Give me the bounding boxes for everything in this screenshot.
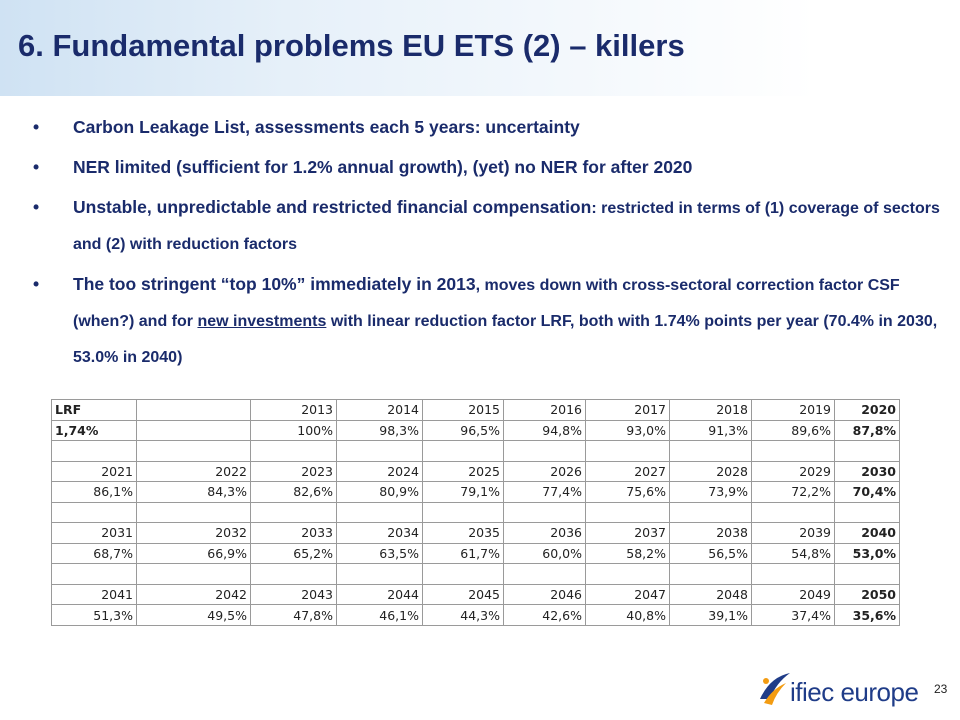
value-cell: 86,1%: [52, 482, 137, 503]
logo-emblem-icon: [758, 669, 792, 709]
year-cell: 2046: [504, 584, 586, 605]
value-cell: 39,1%: [670, 605, 752, 626]
year-cell: 2030: [835, 461, 900, 482]
year-cell: 2027: [586, 461, 670, 482]
underlined-term: new investments: [197, 313, 327, 330]
table-row-empty: [52, 564, 900, 585]
bullet-item: [30, 267, 950, 375]
year-cell: 2029: [752, 461, 835, 482]
value-cell: 96,5%: [423, 420, 504, 441]
bullet-item: [30, 110, 950, 145]
bullet-text: NER limited (sufficient for 1.2% annual growth), (yet) no NER for after 2020: [73, 157, 693, 177]
year-cell: 2042: [137, 584, 251, 605]
value-cell: 87,8%: [835, 420, 900, 441]
year-cell: 2040: [835, 523, 900, 544]
table-row: [52, 543, 900, 564]
value-cell: 79,1%: [423, 482, 504, 503]
logo-text: ifiec europe: [790, 677, 919, 707]
table-row: [52, 605, 900, 626]
bullet-icon: •: [33, 197, 40, 217]
value-cell: 53,0%: [835, 543, 900, 564]
year-cell: 2044: [337, 584, 423, 605]
value-cell: 63,5%: [337, 543, 423, 564]
table-row: [52, 420, 900, 441]
bullet-item: [30, 150, 950, 185]
year-cell: 2014: [337, 400, 423, 421]
year-cell: 2041: [52, 584, 137, 605]
value-cell: 89,6%: [752, 420, 835, 441]
table-row: [52, 482, 900, 503]
table-row: [52, 584, 900, 605]
year-cell: 2036: [504, 523, 586, 544]
year-cell: 2035: [423, 523, 504, 544]
year-cell: 2017: [586, 400, 670, 421]
value-cell: 49,5%: [137, 605, 251, 626]
value-cell: 72,2%: [752, 482, 835, 503]
table-row-empty: [52, 502, 900, 523]
bullet-icon: •: [33, 274, 40, 294]
value-cell: 91,3%: [670, 420, 752, 441]
year-cell: 2020: [835, 400, 900, 421]
value-cell: 77,4%: [504, 482, 586, 503]
bullet-detail: : restricted in terms of (1) coverage of sectors and (2) with reduction factors: [73, 200, 940, 253]
value-cell: 58,2%: [586, 543, 670, 564]
value-cell: 68,7%: [52, 543, 137, 564]
bullet-text: Unstable, unpredictable and restricted financial compensation: [73, 197, 592, 217]
year-cell: 2019: [752, 400, 835, 421]
year-cell: 2016: [504, 400, 586, 421]
value-cell: 61,7%: [423, 543, 504, 564]
page-number: 23: [934, 682, 948, 696]
value-cell: 80,9%: [337, 482, 423, 503]
table-row: [52, 461, 900, 482]
year-cell: 2050: [835, 584, 900, 605]
year-cell: 2021: [52, 461, 137, 482]
value-cell: 94,8%: [504, 420, 586, 441]
value-cell: 75,6%: [586, 482, 670, 503]
value-cell: 100%: [251, 420, 337, 441]
value-cell: 54,8%: [752, 543, 835, 564]
year-cell: 2023: [251, 461, 337, 482]
value-cell: 98,3%: [337, 420, 423, 441]
year-cell: 2031: [52, 523, 137, 544]
value-cell: 60,0%: [504, 543, 586, 564]
lrf-table: [51, 399, 900, 626]
year-cell: 2032: [137, 523, 251, 544]
value-cell: 82,6%: [251, 482, 337, 503]
table-cell: [137, 420, 251, 441]
year-cell: 2037: [586, 523, 670, 544]
year-cell: 2045: [423, 584, 504, 605]
table-cell: [137, 400, 251, 421]
value-cell: 46,1%: [337, 605, 423, 626]
bullet-icon: •: [33, 157, 40, 177]
year-cell: 2048: [670, 584, 752, 605]
bullet-detail: with linear reduction factor LRF, both with 1.74% points per year (70.4% in 2030, 53.0% in 2040): [73, 313, 938, 366]
value-cell: 47,8%: [251, 605, 337, 626]
value-cell: 66,9%: [137, 543, 251, 564]
year-cell: 2049: [752, 584, 835, 605]
year-cell: 2013: [251, 400, 337, 421]
slide-title: 6. Fundamental problems EU ETS (2) – killers: [18, 28, 685, 63]
lrf-rate: 1,74%: [52, 420, 137, 441]
bullet-text: The too stringent “top 10%” immediately in 2013: [73, 274, 476, 294]
year-cell: 2033: [251, 523, 337, 544]
value-cell: 44,3%: [423, 605, 504, 626]
value-cell: 65,2%: [251, 543, 337, 564]
year-cell: 2039: [752, 523, 835, 544]
table-row: [52, 400, 900, 421]
value-cell: 73,9%: [670, 482, 752, 503]
table-row: [52, 523, 900, 544]
lrf-label: LRF: [52, 400, 137, 421]
bullet-text: Carbon Leakage List, assessments each 5 years: uncertainty: [73, 117, 580, 137]
value-cell: 84,3%: [137, 482, 251, 503]
year-cell: 2024: [337, 461, 423, 482]
value-cell: 51,3%: [52, 605, 137, 626]
year-cell: 2018: [670, 400, 752, 421]
bullet-icon: •: [33, 117, 40, 137]
value-cell: 35,6%: [835, 605, 900, 626]
year-cell: 2026: [504, 461, 586, 482]
value-cell: 40,8%: [586, 605, 670, 626]
year-cell: 2015: [423, 400, 504, 421]
year-cell: 2034: [337, 523, 423, 544]
value-cell: 42,6%: [504, 605, 586, 626]
year-cell: 2038: [670, 523, 752, 544]
year-cell: 2043: [251, 584, 337, 605]
value-cell: 37,4%: [752, 605, 835, 626]
table-row-empty: [52, 441, 900, 462]
value-cell: 93,0%: [586, 420, 670, 441]
bullet-detail: , moves down with cross-sectoral correction factor CSF (when?) and for: [73, 277, 900, 330]
value-cell: 70,4%: [835, 482, 900, 503]
ifiec-logo: [758, 669, 918, 711]
year-cell: 2028: [670, 461, 752, 482]
year-cell: 2025: [423, 461, 504, 482]
bullet-item: [30, 190, 950, 262]
value-cell: 56,5%: [670, 543, 752, 564]
bullet-list: [30, 110, 950, 380]
year-cell: 2022: [137, 461, 251, 482]
year-cell: 2047: [586, 584, 670, 605]
